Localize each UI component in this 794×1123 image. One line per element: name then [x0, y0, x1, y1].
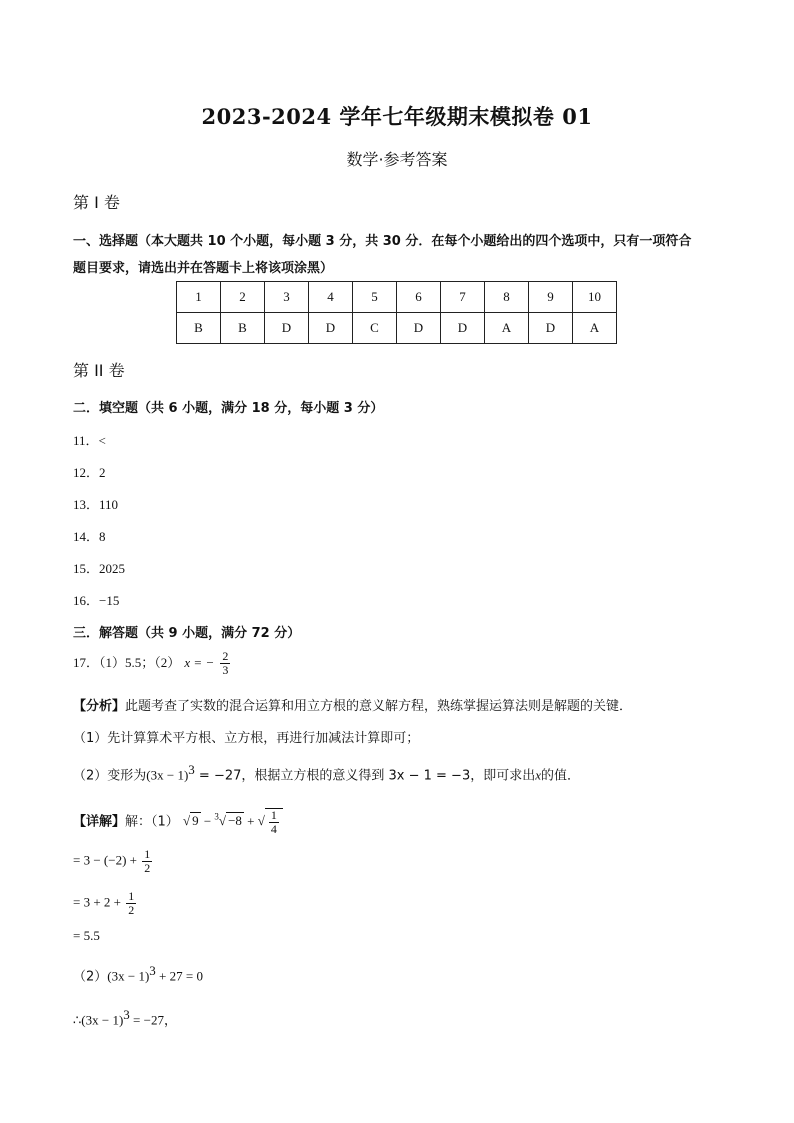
calc-e-prefix: ∴ [73, 1013, 82, 1029]
answer-letter-row [177, 313, 617, 344]
fraction-denominator: 2 [128, 903, 135, 917]
q17-calc-line-d [73, 963, 203, 984]
solve-heading: 三．解答题（共 9 小题，满分 72 分） [73, 626, 301, 641]
question-number-cell: 10 [573, 282, 617, 313]
choice-instructions-line2: 题目要求，请选出并在答题卡上将该项涂黑） [73, 261, 334, 276]
step2-text-a: （2）变形为 [73, 768, 147, 784]
question-number-cell: 7 [441, 282, 485, 313]
detail-intro: 解：（1） [125, 814, 179, 830]
q17-answer [73, 650, 232, 677]
fill-answer-12: 12．2 [73, 465, 106, 480]
question-number-cell: 6 [397, 282, 441, 313]
detail-minus: − [200, 813, 215, 829]
q17-calc-line-b [73, 890, 138, 917]
calc-d-prefix: （2） [73, 969, 108, 985]
sqrt-quarter: √ $\frac{1}{4}$ [258, 813, 283, 828]
answer-letter-cell: D [397, 313, 441, 344]
answer-letter-cell: D [529, 313, 573, 344]
question-number-cell: 1 [177, 282, 221, 313]
fraction-numerator: 1 [128, 889, 135, 903]
answer-letter-cell: D [265, 313, 309, 344]
q17-answer-var: x = − [184, 655, 215, 670]
q17-calc-line-a [73, 848, 154, 875]
answer-letter-cell: D [441, 313, 485, 344]
page-subtitle: 数学·参考答案 [346, 150, 448, 169]
q17-analysis [73, 695, 632, 714]
calc-b-expr: = 3 + 2 + [73, 894, 121, 910]
fraction-denominator: 4 [270, 822, 277, 836]
step2-text-b: = −27，根据立方根的意义得到 3x − 1 = −3，即可求出 [194, 768, 536, 784]
sqrt-9: √ 9 [182, 813, 199, 829]
calc-a-fraction [142, 848, 152, 875]
fraction-numerator: 1 [270, 808, 277, 822]
answer-letter-cell: A [573, 313, 617, 344]
cbrt-index: 3 [214, 812, 219, 823]
detail-label: 【详解】 [73, 814, 126, 830]
detail-plus: + [243, 813, 258, 829]
calc-d-suffix: + 27 = 0 [155, 968, 203, 984]
calc-d-exponent: 3 [149, 963, 156, 978]
part2-heading: 第 II 卷 [73, 361, 125, 380]
page-title: 2023-2024 学年七年级期末模拟卷 01 [201, 104, 593, 129]
fill-answer-14: 14．8 [73, 529, 106, 544]
cbrt-neg8: $^3$√ −8 [214, 812, 242, 829]
fill-in-heading: 二．填空题（共 6 小题，满分 18 分，每小题 3 分） [73, 401, 384, 416]
sqrt-quarter-fraction [269, 809, 279, 836]
calc-e-exponent: 3 [123, 1007, 130, 1022]
q17-answer-fraction [220, 650, 230, 677]
answer-letter-cell: A [485, 313, 529, 344]
fill-answer-11: 11．< [73, 433, 106, 448]
answer-letter-cell: D [309, 313, 353, 344]
fill-answer-15: 15．2025 [73, 561, 126, 576]
question-number-cell: 4 [309, 282, 353, 313]
analysis-label: 【分析】 [73, 699, 126, 714]
question-number-cell: 9 [529, 282, 573, 313]
calc-b-fraction [126, 890, 136, 917]
step2-variable: x [535, 767, 542, 783]
part1-heading: 第 I 卷 [73, 193, 120, 212]
calc-d-expr: (3x − 1) [107, 968, 150, 984]
q17-step2 [73, 762, 580, 783]
calc-a-expr: = 3 − (−2) + [73, 852, 137, 868]
fill-answer-13: 13．110 [73, 497, 119, 512]
answer-letter-cell: C [353, 313, 397, 344]
fraction-denominator: 3 [222, 663, 229, 677]
fraction-denominator: 2 [144, 861, 151, 875]
fraction-numerator: 1 [144, 847, 151, 861]
q17-step1: （1）先计算算术平方根、立方根，再进行加减法计算即可； [73, 731, 420, 746]
step2-exponent: 3 [188, 762, 195, 777]
step2-text-c: 的值． [541, 768, 581, 784]
cbrt-radicand: −8 [228, 813, 242, 829]
calc-e-expr: (3x − 1) [81, 1012, 124, 1028]
question-number-cell: 5 [353, 282, 397, 313]
answer-letter-cell: B [177, 313, 221, 344]
fill-answer-16: 16．−15 [73, 593, 120, 608]
analysis-text: 此题考查了实数的混合运算和用立方根的意义解方程，熟练掌握运算法则是解题的关键． [125, 699, 633, 714]
question-number-cell: 8 [485, 282, 529, 313]
sqrt-9-radicand: 9 [192, 813, 199, 829]
answer-letter-cell: B [221, 313, 265, 344]
question-number-row [177, 282, 617, 313]
choice-instructions-line1: 一、选择题（本大题共 10 个小题，每小题 3 分，共 30 分．在每个小题给出的四个选项中，只有一项符合 [73, 234, 692, 249]
step2-expression: (3x − 1) [146, 767, 189, 783]
q17-calc-line-c: = 5.5 [73, 928, 100, 943]
question-number-cell: 3 [265, 282, 309, 313]
q17-answer-prefix: 17．（1）5.5；（2） [73, 655, 181, 670]
choice-answer-table [176, 281, 617, 344]
calc-e-suffix: = −27， [129, 1012, 177, 1028]
q17-detail [73, 808, 283, 836]
q17-calc-line-e [73, 1007, 177, 1028]
question-number-cell: 2 [221, 282, 265, 313]
fraction-numerator: 2 [222, 649, 229, 663]
